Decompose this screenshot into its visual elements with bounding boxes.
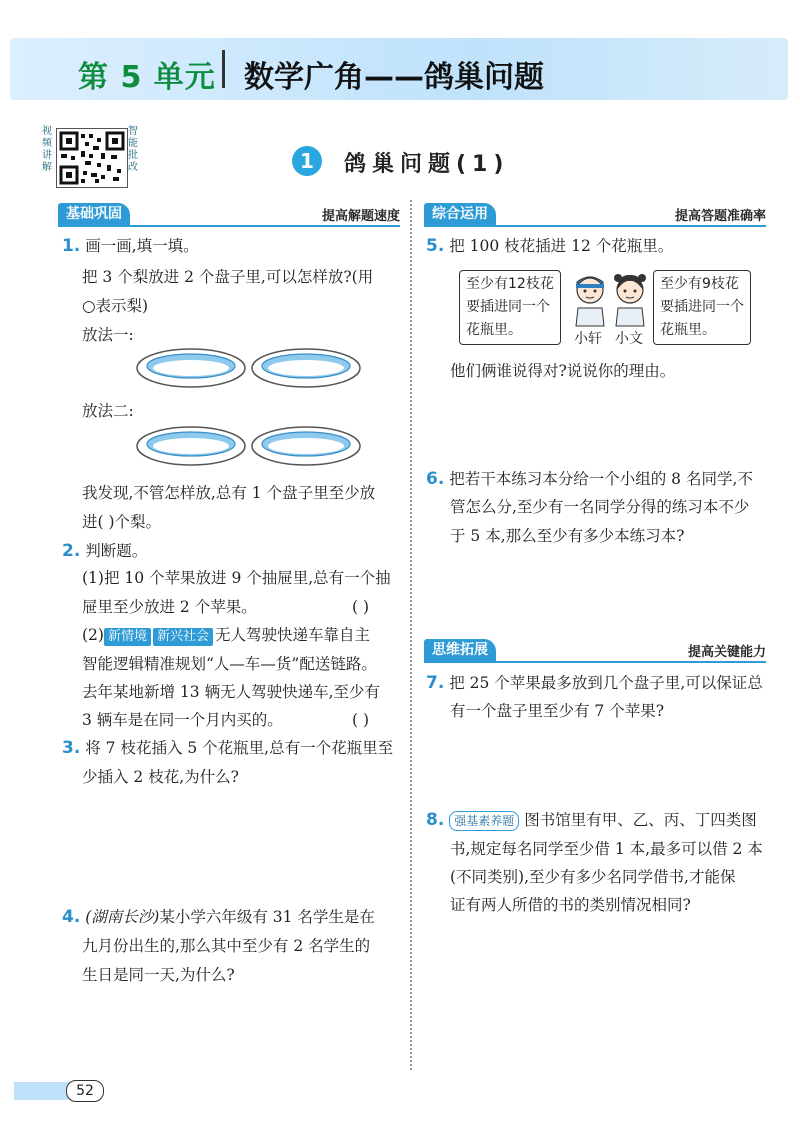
sub-number: (2) <box>82 626 104 644</box>
question-text: 书,规定每名同学至少借 1 本,最多可以借 2 本 <box>450 840 763 858</box>
plate-icon <box>137 427 245 465</box>
question-text: 少插入 2 枝花,为什么? <box>82 768 239 786</box>
plate-icon <box>252 349 360 387</box>
bubble-line: 要插进同一个 <box>660 299 744 315</box>
plates-row-2 <box>134 424 374 470</box>
boy-icon <box>576 277 604 326</box>
section-underline <box>424 225 766 227</box>
kid-name-left: 小轩 <box>574 331 602 347</box>
question-text: 某小学六年级有 31 名学生是在 <box>159 908 375 926</box>
question-number: 7. <box>426 673 445 693</box>
question-text: 把 100 枝花插进 12 个花瓶里。 <box>449 237 674 255</box>
question-text: 他们俩谁说得对?说说你的理由。 <box>450 362 676 380</box>
section-basic <box>58 203 400 227</box>
question-text: (不同类别),至少有多少名同学借书,才能保 <box>450 868 736 886</box>
section-underline <box>424 661 766 663</box>
girl-icon <box>614 274 646 326</box>
question-text: 画一画,填一填。 <box>85 237 199 255</box>
section-note: 提高答题准确率 <box>674 209 766 224</box>
question-text: 3 辆车是在同一个月内买的。 <box>82 711 283 729</box>
unit-banner <box>10 38 788 100</box>
kid-name-right: 小文 <box>615 331 643 347</box>
question-text: 证有两人所借的书的类别情况相同? <box>450 896 691 914</box>
question-text: 生日是同一天,为什么? <box>82 966 235 984</box>
section-note: 提高关键能力 <box>687 645 766 660</box>
question-4-line <box>62 902 375 933</box>
bubble-line: 要插进同一个 <box>466 299 550 315</box>
question-number: 5. <box>426 236 445 256</box>
question-number: 2. <box>62 541 81 561</box>
question-number: 8. <box>426 810 445 830</box>
banner-divider <box>222 50 225 88</box>
unit-label: 第 5 单元 <box>78 60 216 95</box>
bubble-line: 花瓶里。 <box>466 322 522 338</box>
difficulty-badge: 强基素养题 <box>449 811 519 831</box>
question-1-line <box>62 231 199 262</box>
method-label: 放法二: <box>82 402 134 420</box>
question-text: 把若干本练习本分给一个小组的 8 名同学,不 <box>449 470 753 488</box>
question-6-line <box>426 464 753 495</box>
question-number: 3. <box>62 738 81 758</box>
section-note: 提高解题速度 <box>321 209 400 224</box>
judge-blank-1[interactable]: ( ) <box>352 598 370 616</box>
qr-right-caption: 智能批改 <box>128 126 138 173</box>
question-text: ○表示梨) <box>82 297 149 315</box>
question-8-line <box>426 805 757 836</box>
question-text: 无人驾驶快递车靠自主 <box>215 626 371 644</box>
judge-blank-2[interactable]: ( ) <box>352 711 370 729</box>
question-text: 有一个盘子里至少有 7 个苹果? <box>450 702 665 720</box>
answer-blank-line[interactable]: 进( )个梨。 <box>82 513 162 531</box>
section-tag: 基础巩固 <box>58 203 130 225</box>
speech-bubble-left <box>459 270 561 345</box>
question-text: 图书馆里有甲、乙、丙、丁四类图 <box>524 811 757 829</box>
section-tag: 综合运用 <box>424 203 496 225</box>
question-2b-line <box>82 620 370 651</box>
question-text: 智能逻辑精准规划“人—车—货”配送链路。 <box>82 655 377 673</box>
page-number: 52 <box>66 1080 104 1102</box>
method-label: 放法一: <box>82 326 134 344</box>
question-number: 1. <box>62 236 81 256</box>
question-text: 去年某地新增 13 辆无人驾驶快递车,至少有 <box>82 683 381 701</box>
question-text: 屉里至少放进 2 个苹果。 <box>82 598 257 616</box>
qr-left-caption: 视频讲解 <box>42 126 52 173</box>
question-text: 九月份出生的,那么其中至少有 2 名学生的 <box>82 937 371 955</box>
question-text: 判断题。 <box>85 542 148 560</box>
question-text: 将 7 枝花插入 5 个花瓶里,总有一个花瓶里至 <box>85 739 394 757</box>
bubble-line: 至少有9枝花 <box>660 276 739 292</box>
question-text: (1)把 10 个苹果放进 9 个抽屉里,总有一个抽 <box>82 569 391 587</box>
section-apply <box>424 203 766 227</box>
question-text: 把 25 个苹果最多放到几个盘子里,可以保证总 <box>449 674 763 692</box>
lesson-number: 1 <box>292 146 322 176</box>
plate-icon <box>252 427 360 465</box>
question-text: 管怎么分,至少有一名同学分得的练习本不少 <box>450 498 750 516</box>
question-7-line <box>426 668 763 699</box>
unit-title: 数学广角——鸽巢问题 <box>244 60 544 95</box>
section-underline <box>58 225 400 227</box>
question-text: 于 5 本,那么至少有多少本练习本? <box>450 527 685 545</box>
society-badge: 新兴社会 <box>153 628 213 646</box>
question-text: 我发现,不管怎样放,总有 1 个盘子里至少放 <box>82 484 376 502</box>
plates-row-1 <box>134 346 374 392</box>
question-5-line <box>426 231 673 262</box>
question-number: 6. <box>426 469 445 489</box>
plate-icon <box>137 349 245 387</box>
section-tag: 思维拓展 <box>424 639 496 661</box>
speech-bubble-right <box>653 270 751 345</box>
question-text: 把 3 个梨放进 2 个盘子里,可以怎样放?(用 <box>82 268 374 286</box>
question-number: 4. <box>62 907 81 927</box>
question-3-line <box>62 733 393 764</box>
bubble-line: 花瓶里。 <box>660 322 716 338</box>
section-expand <box>424 639 766 663</box>
bubble-line: 至少有12枝花 <box>466 276 554 292</box>
question-source: (湖南长沙) <box>85 908 160 926</box>
qr-code[interactable] <box>56 128 128 188</box>
lesson-heading: 鸽巢问题(1) <box>344 152 510 177</box>
column-divider <box>410 200 412 1070</box>
context-badge: 新情境 <box>104 628 151 646</box>
